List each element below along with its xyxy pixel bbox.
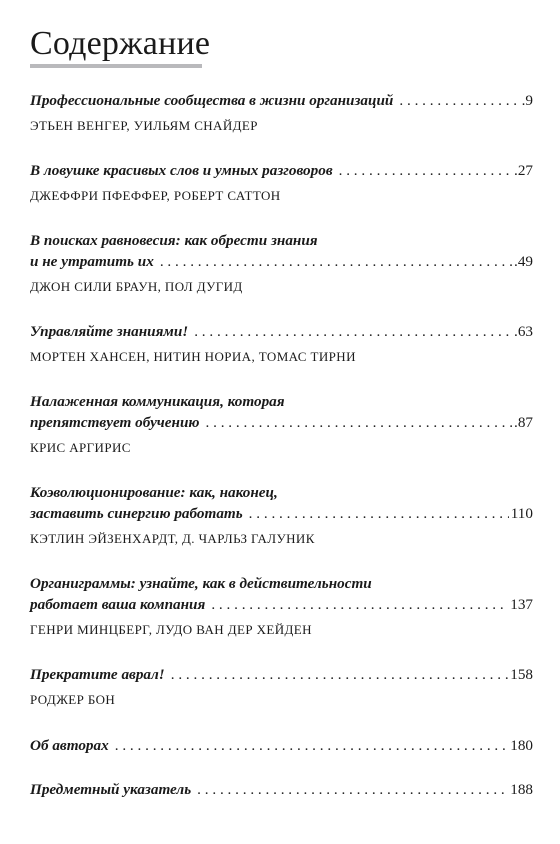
- toc-entry-authors: КРИС АРГИРИС: [30, 440, 131, 455]
- toc-entry-title-line: [30, 251, 533, 272]
- toc-entry[interactable]: [30, 391, 533, 457]
- toc-entry[interactable]: [30, 230, 533, 296]
- toc-entry-title-line: [30, 230, 533, 251]
- toc-entry-title: В поисках равновесия: как обрести знания: [30, 232, 318, 249]
- toc-entry-page: 110: [510, 505, 533, 522]
- toc-entry-title-line: [30, 503, 533, 524]
- dot-leader: [339, 160, 512, 181]
- toc-entry-title: Предметный указатель: [30, 781, 192, 798]
- toc-entry-title: Органиграммы: узнайте, как в действительности: [30, 575, 372, 592]
- toc-entry-page: 188: [510, 781, 533, 798]
- toc-entry-title-line: [30, 90, 533, 111]
- toc-entry-title: Профессиональные сообщества в жизни организаций: [30, 92, 394, 109]
- toc-entry-title-line: [30, 412, 533, 433]
- toc-entry[interactable]: [30, 160, 533, 205]
- toc-entry-page: .63: [514, 323, 533, 340]
- toc-entry[interactable]: [30, 482, 533, 548]
- toc-entry-page: .27: [514, 162, 533, 179]
- toc-entry-title: Налаженная коммуникация, которая: [30, 393, 285, 410]
- toc-entry-title: Об авторах: [30, 737, 109, 754]
- toc-entry[interactable]: [30, 735, 533, 756]
- toc-entry-page: .49: [514, 253, 533, 270]
- toc-entry-title-cont: препятствует обучению: [30, 414, 200, 431]
- toc-entry-title-cont: заставить синергию работать: [30, 505, 243, 522]
- toc-entry[interactable]: [30, 573, 533, 639]
- toc-entry-title-line: [30, 321, 533, 342]
- toc-entry-authors: РОДЖЕР БОН: [30, 692, 116, 707]
- toc-entry-title-cont: и не утратить их: [30, 253, 154, 270]
- toc-entry[interactable]: [30, 779, 533, 800]
- dot-leader: [399, 90, 519, 111]
- toc-entry-title-line: [30, 594, 533, 615]
- toc-entry-page: 180: [510, 737, 533, 754]
- toc-entry-authors: ГЕНРИ МИНЦБЕРГ, ЛУДО ВАН ДЕР ХЕЙДЕН: [30, 622, 312, 637]
- toc-entry-title-line: [30, 573, 533, 594]
- toc-entry-page: .9: [521, 92, 533, 109]
- toc-entry[interactable]: [30, 90, 533, 135]
- dot-leader: [194, 321, 512, 342]
- toc-entry[interactable]: [30, 664, 533, 709]
- toc-entry-title-line: [30, 779, 533, 800]
- dot-leader: [249, 503, 509, 524]
- toc-entry-title: Управляйте знаниями!: [30, 323, 189, 340]
- title-underline: [30, 64, 202, 68]
- dot-leader: [197, 779, 508, 800]
- toc-entry-title: Прекратите аврал!: [30, 666, 165, 683]
- dot-leader: [171, 664, 509, 685]
- toc-entry-page: .87: [514, 414, 533, 431]
- toc-entry[interactable]: [30, 321, 533, 366]
- toc-entry-title-line: [30, 664, 533, 685]
- dot-leader: [211, 594, 508, 615]
- toc-heading: [30, 22, 210, 66]
- dot-leader: [206, 412, 513, 433]
- page-title: Содержание: [30, 25, 211, 62]
- toc-entry-title-cont: работает ваша компания: [30, 596, 206, 613]
- toc-entry-title: В ловушке красивых слов и умных разговоров: [30, 162, 333, 179]
- dot-leader: [160, 251, 512, 272]
- toc-entry-title-line: [30, 160, 533, 181]
- toc-entry-title-line: [30, 735, 533, 756]
- toc-entry-authors: ДЖОН СИЛИ БРАУН, ПОЛ ДУГИД: [30, 279, 243, 294]
- toc-entry-page: 137: [510, 596, 533, 613]
- toc-entry-authors: КЭТЛИН ЭЙЗЕНХАРДТ, Д. ЧАРЛЬЗ ГАЛУНИК: [30, 531, 315, 546]
- toc-entry-authors: МОРТЕН ХАНСЕН, НИТИН НОРИА, ТОМАС ТИРНИ: [30, 349, 356, 364]
- toc-entry-authors: ДЖЕФФРИ ПФЕФФЕР, РОБЕРТ САТТОН: [30, 188, 281, 203]
- toc-entry-title: Коэволюционирование: как, наконец,: [30, 484, 278, 501]
- toc-entry-title-line: [30, 391, 533, 412]
- toc-entry-title-line: [30, 482, 533, 503]
- toc-entry-page: 158: [510, 666, 533, 683]
- dot-leader: [115, 735, 509, 756]
- toc-entry-authors: ЭТЬЕН ВЕНГЕР, УИЛЬЯМ СНАЙДЕР: [30, 118, 258, 133]
